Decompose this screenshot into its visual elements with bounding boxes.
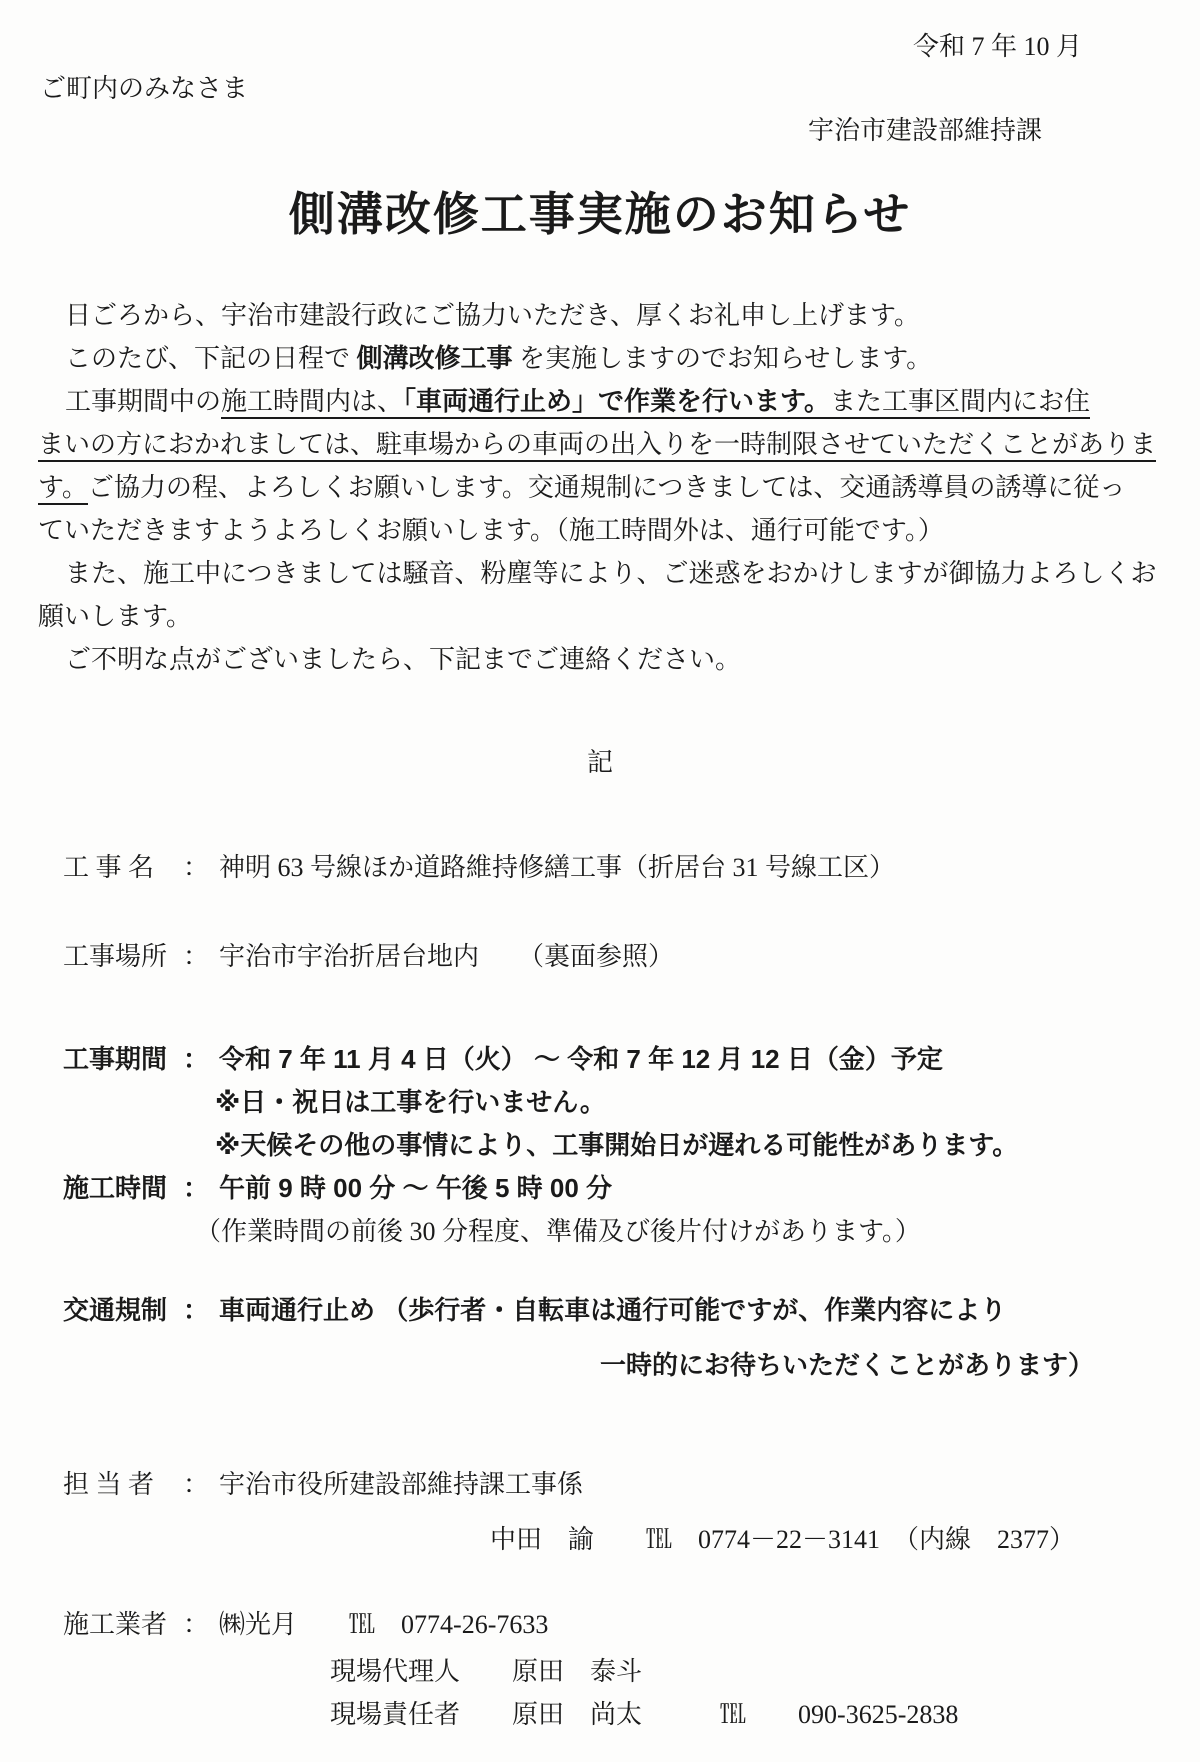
staff-contact-line: [490, 1518, 1200, 1561]
organization-text: 宇治市建設部維持課: [807, 116, 1042, 145]
staff-tel-number: 0774－22－3141 （内線 2377）: [672, 1525, 1076, 1554]
contractor-tel-number: 0774-26-7633: [375, 1610, 549, 1639]
work-name-label: 工 事 名: [63, 853, 155, 882]
notice-line-2: [38, 423, 1162, 466]
body-text: [38, 294, 1162, 681]
colon: ：: [182, 853, 209, 882]
notice-line-3: [38, 466, 1162, 509]
work-period-label: 工事期間: [63, 1044, 168, 1074]
details-list: [0, 846, 1200, 1736]
work-period-row: [63, 1038, 1200, 1081]
tel-icon: ℡: [720, 1700, 747, 1729]
intro-post: を実施しますのでお知らせします。: [512, 344, 933, 373]
date-text: 令和 7 年 10 月: [912, 32, 1082, 61]
contractor-row: [63, 1603, 1200, 1646]
work-place-label: 工事場所: [63, 942, 168, 971]
notice-line-4: ていただきますようよろしくお願いします。（施工時間外は、通行可能です。）: [38, 516, 944, 545]
addressee-text: ご町内のみなさま: [40, 74, 249, 103]
notice-underline-1: 施工時間内は、: [221, 387, 403, 419]
notice-plain: 工事期間中の: [65, 387, 222, 416]
traffic-value: 車両通行止め （歩行者・自転車は通行可能ですが、作業内容により: [219, 1295, 1007, 1325]
notice-rest: ご協力の程、よろしくお願いします。交通規制につきましては、交通誘導員の誘導に従っ: [87, 473, 1126, 502]
work-hours-row: [63, 1167, 1200, 1210]
colon: ：: [182, 1173, 209, 1203]
site-agent-line: [330, 1650, 1200, 1693]
ki-marker: 記: [586, 748, 613, 777]
traffic-row: [63, 1289, 1200, 1332]
site-manager-name: 原田 尚太: [460, 1700, 721, 1729]
contractor-value: [219, 1603, 548, 1646]
colon: ：: [182, 1295, 209, 1325]
notice-underline-2: また工事区間内にお住: [830, 387, 1090, 419]
intro-emphasis: 側溝改修工事: [356, 343, 513, 373]
work-name-row: [63, 846, 1200, 889]
notice-line-1: [38, 380, 1162, 423]
work-period-value: 令和 7 年 11 月 4 日（火） ～ 令和 7 年 12 月 12 日（金）予定: [219, 1044, 943, 1074]
work-name-value: 神明 63 号線ほか道路維持修繕工事（折居台 31 号線工区）: [219, 853, 896, 882]
site-manager-label: 現場責任者: [330, 1700, 461, 1729]
staff-name: 中田 諭: [490, 1525, 647, 1554]
site-agent-label: 現場代理人: [330, 1657, 461, 1686]
tel-icon: ℡: [646, 1525, 673, 1554]
colon: ：: [182, 1610, 209, 1639]
work-place-value: 宇治市宇治折居台地内 （裏面参照）: [219, 942, 675, 971]
tel-icon: ℡: [349, 1610, 376, 1639]
notice-underline-3: まいの方におかれましては、駐車場からの車両の出入りを一時制限させていただくことがありま: [38, 430, 1156, 462]
work-hours-value: 午前 9 時 00 分 ～ 午後 5 時 00 分: [219, 1173, 612, 1203]
colon: ：: [182, 1470, 209, 1499]
site-manager-line: [330, 1693, 1200, 1736]
colon: ：: [182, 1044, 209, 1074]
site-agent-name: 原田 泰斗: [460, 1657, 643, 1686]
colon: ：: [182, 942, 209, 971]
notice-underline-4: す。: [38, 473, 88, 505]
site-manager-tel-number: 090-3625-2838: [746, 1700, 959, 1729]
work-hours-label: 施工時間: [63, 1173, 168, 1203]
traffic-value-continued: 一時的にお待ちいただくことがあります）: [600, 1350, 1095, 1380]
work-place-row: [63, 935, 1200, 978]
greeting-line: 日ごろから、宇治市建設行政にご協力いただき、厚くお礼申し上げます。: [65, 301, 920, 330]
staff-label: 担 当 者: [63, 1470, 155, 1499]
staff-row: [63, 1463, 1200, 1506]
work-hours-note: （作業時間の前後 30 分程度、準備及び後片付けがあります。）: [195, 1217, 921, 1246]
contractor-name: ㈱光月: [219, 1610, 350, 1639]
page-title: 側溝改修工事実施のお知らせ: [288, 188, 912, 240]
contractor-label: 施工業者: [63, 1610, 168, 1639]
intro-line: [38, 337, 1162, 380]
traffic-label: 交通規制: [63, 1295, 168, 1325]
notice-emphasis: 「車両通行止め」で作業を行います。: [403, 386, 830, 419]
intro-pre: このたび、下記の日程で: [65, 344, 357, 373]
staff-value: 宇治市役所建設部維持課工事係: [219, 1470, 584, 1499]
work-period-note-1: ※日・祝日は工事を行いません。: [215, 1087, 606, 1117]
contact-prompt-line: ご不明な点がございましたら、下記までご連絡ください。: [65, 645, 742, 674]
noise-line-1: また、施工中につきましては騒音、粉塵等により、ご迷惑をおかけしますが御協力よろしくお: [65, 559, 1157, 588]
noise-line-2: 願いします。: [38, 602, 192, 631]
work-period-note-2: ※天候その他の事情により、工事開始日が遅れる可能性があります。: [215, 1130, 1019, 1160]
